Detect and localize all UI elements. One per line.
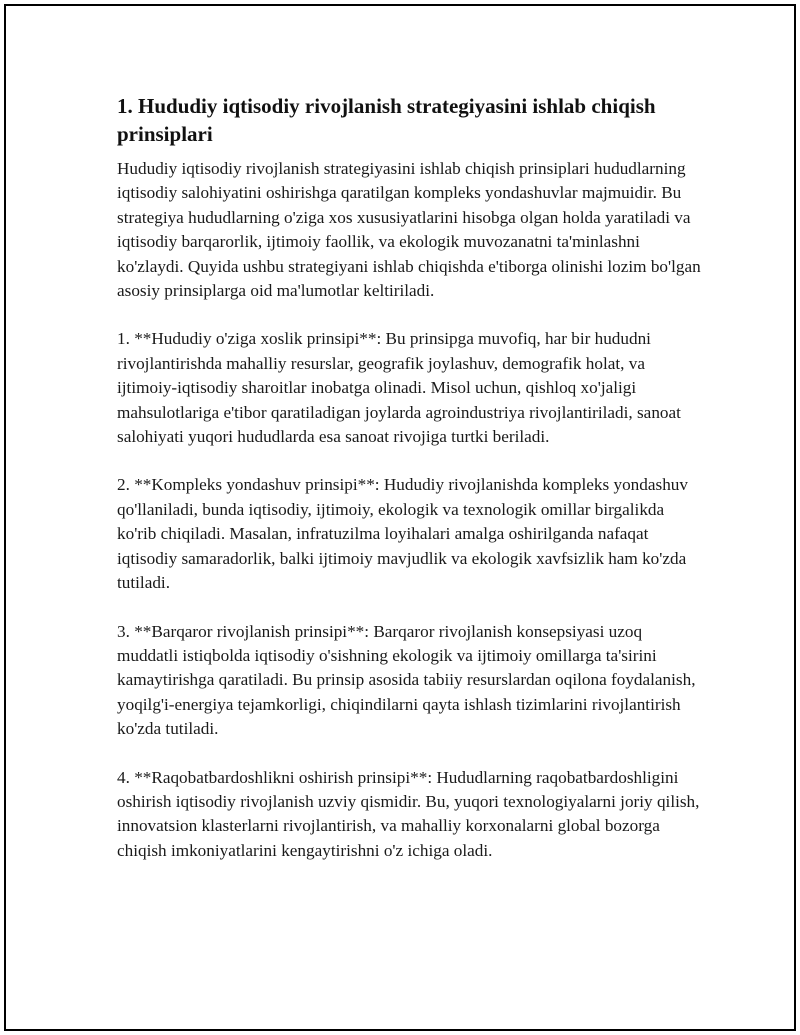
- principle-4-paragraph: 4. **Raqobatbardoshlikni oshirish prinsipi**: Hududlarning raqobatbardoshligini oshirish iqtisodiy rivojlanish uzviy qismidir. Bu, yuqori texnologiyalarni joriy qilish, innovatsion klasterlarni rivojlantirish, va mahalliy korxonalarni global bozorga chiqish imkoniyatlarini kengaytirishni o'z ichiga oladi.: [117, 767, 700, 860]
- principle-3-paragraph: 3. **Barqaror rivojlanish prinsipi**: Barqaror rivojlanish konsepsiyasi uzoq muddatli istiqbolda iqtisodiy o'sishning ekologik va ijtimoiy omillarga ta'sirini kamaytirishga qaratiladi. Bu prinsip asosida tabiiy resurslardan oqilona foydalanish, yoqilg'i-energiya tejamkorligi, chiqindilarni qayta ishlash tizimlarini rivojlantirish ko'zda tutiladi.: [117, 621, 696, 739]
- section-heading: 1. Hududiy iqtisodiy rivojlanish strategiyasini ishlab chiqish prinsiplari: [117, 94, 656, 146]
- principle-2-paragraph: 2. **Kompleks yondashuv prinsipi**: Hududiy rivojlanishda kompleks yondashuv qo'llaniladi, bunda iqtisodiy, ijtimoiy, ekologik va texnologik omillar birgalikda ko'rib chiqiladi. Masalan, infratuzilma loyihalari amalga oshirilganda nafaqat iqtisodiy samaradorlik, balki ijtimoiy mavjudlik va ekologik xavfsizlik ham ko'zda tutiladi.: [117, 475, 688, 593]
- intro-paragraph: Hududiy iqtisodiy rivojlanish strategiyasini ishlab chiqish prinsiplari hududlarning iqtisodiy salohiyatini oshirishga qaratilgan kompleks yondashuvlar majmuidir. Bu strategiya hududlarning o'ziga xos xususiyatlarini hisobga olgan holda yaratiladi va iqtisodiy barqarorlik, ijtimoiy faollik, va ekologik muvozanatni ta'minlashni ko'zlaydi. Quyida ushbu strategiyani ishlab chiqishda e'tiborga olinishi lozim bo'lgan asosiy prinsiplarga oid ma'lumotlar keltiriladi.: [117, 159, 701, 301]
- principle-1-paragraph: 1. **Hududiy o'ziga xoslik prinsipi**: Bu prinsipga muvofiq, har bir hududni rivojlantirishda mahalliy resurslar, geografik joylashuv, demografik holat, va ijtimoiy-iqtisodiy sharoitlar inobatga olinadi. Misol uchun, qishloq xo'jaligi mahsulotlariga e'tibor qaratiladigan joylarda agroindustriya rivojlantiriladi, sanoat salohiyati yuqori hududlarda esa sanoat rivojiga turtki beriladi.: [117, 329, 681, 447]
- document-body: [117, 92, 702, 887]
